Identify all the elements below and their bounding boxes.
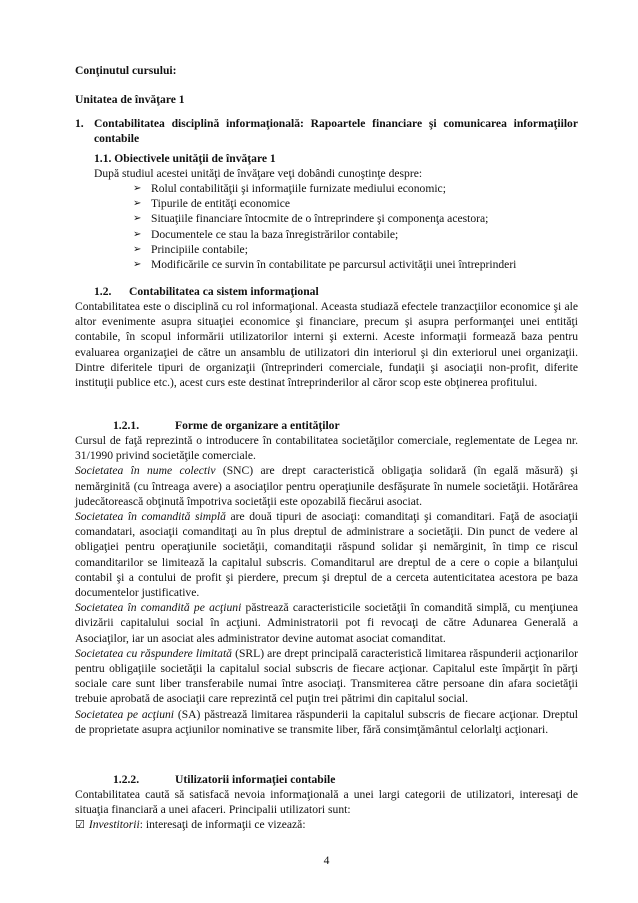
arrow-bullet-icon: ➢ xyxy=(133,243,142,255)
section-1-2-paragraph: Contabilitatea este o disciplină cu rol informaţional. Aceasta studiază efectele tranzacţiilor economice şi ale altor evenimente asupra situaţiei economice şi financiare, precum şi asupra performanţei unei entităţi contabile, în scopul informării utilizatorilor interni şi externi. Aceste informaţii formează baza pentru evaluarea organizaţiei de către un ansamblu de utilizatori din interiorul şi din exteriorul unei organizaţii. Dintre diferitele tipuri de organizaţii (întreprinderi comerciale, fundaţii şi asociaţii non-profit, diferite instituţii publice etc.), acest curs este destinat întreprinderilor al căror scop este obţinerea profitului. xyxy=(75,300,578,390)
chapter-number: 1. xyxy=(75,117,84,130)
scs-paragraph: Societatea în comandită simplă are două tipuri de asociaţi: comanditaţi şi comanditari. Faţă de asociaţii comandatari, asociaţii comanditaţi au în plus dreptul de administrare a societăţii. Din punct de vedere al obligaţiei pentru operaţiunile societăţii, comanditaţii răspund solidar şi nemărginit, în timp ce riscul comanditarilor se limitează la capitalul subscris. Comanditarul are dreptul de a cere o copie a bilanţului contabil şi a contului de profit şi pierdere, precum şi dreptul de a cerceta autenticitatea acestora pe baza documentelor justificative. xyxy=(75,510,579,600)
section-1-2-2-heading xyxy=(113,772,335,787)
entity-forms-intro: Cursul de faţă reprezintă o introducere în contabilitatea societăţilor comerciale, reglementate de Legea nr. 31/1990 privind societăţile comerciale. xyxy=(75,434,578,463)
section-1-1-title: 1.1. Obiectivele unităţii de învăţare 1 xyxy=(94,152,276,165)
objectives-list xyxy=(131,181,578,272)
section-1-2-1-heading xyxy=(113,418,340,433)
list-item: ➢ Principiile contabile; xyxy=(133,242,248,256)
section-1-2-2-number: 1.2.2. xyxy=(113,773,140,786)
list-item: ➢ Situaţiile financiare întocmite de o întreprindere şi componenţa acestora; xyxy=(133,212,489,226)
sca-paragraph: Societatea în comandită pe acţiuni păstrează caracteristicile societăţii în comandită simplă, cu menţiunea divizării capitalului social în acţiuni. Administratorii pot fi revocaţi de către Adunarea Generală a Asociaţilor, iar un asociat ales administrator devine automat asociat comanditat. xyxy=(75,601,578,645)
sa-term: Societatea pe acţiuni xyxy=(75,707,175,721)
arrow-bullet-icon: ➢ xyxy=(133,228,142,240)
arrow-bullet-icon: ➢ xyxy=(133,183,142,194)
course-content-heading: Conţinutul cursului: xyxy=(75,64,177,77)
unit-heading: Unitatea de învăţare 1 xyxy=(75,93,185,106)
checklist-item: ☑ Investitorii: interesaţi de informaţii ce vizează: xyxy=(75,818,306,831)
list-item: ➢ Documentele ce stau la baza înregistrărilor contabile; xyxy=(133,227,399,241)
section-1-2-1-number: 1.2.1. xyxy=(113,419,140,432)
entity-forms-block xyxy=(75,433,578,737)
section-1-2-number: 1.2. xyxy=(94,285,112,298)
section-1-2-2-paragraph: Contabilitatea caută să satisfacă nevoia informaţională a unei largi categorii de utilizatori, interesaţi de situaţia financiară a unei afaceri. Principalii utilizatori sunt: xyxy=(75,788,578,817)
arrow-bullet-icon: ➢ xyxy=(133,258,142,270)
list-item: ➢ Modificările ce survin în contabilitate pe parcursul activităţii unei întreprinderi xyxy=(133,257,517,271)
section-1-2-1-title: Forme de organizare a entităţilor xyxy=(175,419,340,432)
sca-term: Societatea în comandită pe acţiuni xyxy=(75,601,242,615)
snc-term: Societatea în nume colectiv xyxy=(75,464,216,478)
investors-term: Investitorii xyxy=(88,818,140,831)
snc-paragraph: Societatea în nume colectiv (SNC) are drept caracteristică obligaţia solidară (în egală măsură) şi nemărginită (cu întreaga avere) a asociaţilor pentru operaţiunile desfăşurate în numele societăţii. Hotărârea judecătorească obţinută împotriva societăţii este opozabilă fiecărui asociat. xyxy=(75,464,578,508)
chapter-title: Contabilitatea disciplină informaţională: Rapoartele financiare şi comunicarea informaţiilor contabile xyxy=(94,117,578,146)
list-item: ➢ Rolul contabilităţii şi informaţiile furnizate mediului economic; xyxy=(133,182,446,195)
arrow-bullet-icon: ➢ xyxy=(133,198,142,210)
page-number: 4 xyxy=(323,854,330,867)
section-1-2-heading xyxy=(94,284,319,299)
srl-paragraph: Societatea cu răspundere limitată (SRL) are drept principală caracteristică limitarea răspunderii acţionarilor pentru obligaţiile societăţii la capitalul social subscris de fiecare acţionar. Capitalul este împărţit în părţi sociale care sunt liber transferabile numai între asociaţi. Transmiterea către persoane din afara societăţii trebuie aprobată de asociaţii care reprezintă cel puţin trei pătrimi din capitalul social. xyxy=(75,646,578,706)
checkbox-checked-icon: ☑ xyxy=(75,818,85,831)
sa-paragraph: Societatea pe acţiuni (SA) păstrează limitarea răspunderii la capitalul subscris de fiecare acţionar. Dreptul de proprietate asupra acţiunilor nominative se transmite liber, fără consimţământul celorlalţi acţionari. xyxy=(75,707,578,736)
list-item: ➢ Tipurile de entităţi economice xyxy=(133,197,290,211)
section-1-2-2-title: Utilizatorii informaţiei contabile xyxy=(175,773,336,786)
section-1-2-title: Contabilitatea ca sistem informaţional xyxy=(129,285,319,298)
objectives-intro: După studiul acestei unităţi de învăţare veţi dobândi cunoştinţe despre: xyxy=(94,167,423,180)
scs-term: Societatea în comandită simplă xyxy=(75,510,226,524)
srl-term: Societatea cu răspundere limitată xyxy=(75,646,232,660)
arrow-bullet-icon: ➢ xyxy=(133,213,142,225)
chapter-heading xyxy=(75,116,578,146)
